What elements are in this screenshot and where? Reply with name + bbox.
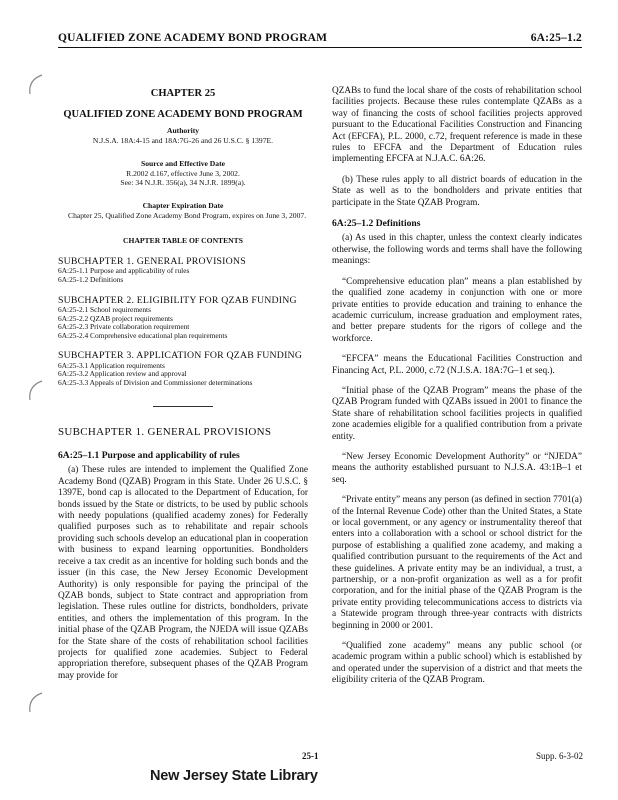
running-header <box>58 32 582 48</box>
paragraph-b: (b) These rules apply to all district boards of education in the State as well as to the bondholders and private entities that participate in the State QZAB Program. <box>332 174 582 208</box>
section-heading: 6A:25–1.2 Definitions <box>332 218 421 230</box>
toc-subchapter-3: SUBCHAPTER 3. APPLICATION FOR QZAB FUNDING <box>58 350 303 362</box>
chapter-title: QUALIFIED ZONE ACADEMY BOND PROGRAM <box>63 109 303 121</box>
left-column <box>58 86 308 691</box>
subchapter-heading: SUBCHAPTER 1. GENERAL PROVISIONS <box>58 425 272 438</box>
toc-item: 6A:25-3.2 Application review and approval <box>58 369 187 379</box>
section-heading: 6A:25–1.1 Purpose and applicability of rules <box>58 450 240 462</box>
definition: “Comprehensive education plan” means a plan established by the qualified zone academy in conjunction with one or more private entities to provide education and training to enhance the academic curriculum, increase graduation and employment rates, and better prepare students for the rigors of college and the workforce. <box>332 276 582 344</box>
punch-hole-mark <box>22 378 48 404</box>
toc-subchapter-2: SUBCHAPTER 2. ELIGIBILITY FOR QZAB FUNDING <box>58 294 297 306</box>
toc-heading: CHAPTER TABLE OF CONTENTS <box>123 235 243 245</box>
source-heading: Source and Effective Date <box>140 158 225 168</box>
header-title: QUALIFIED ZONE ACADEMY BOND PROGRAM <box>58 32 328 44</box>
toc-item: 6A:25-3.1 Application requirements <box>58 360 165 370</box>
toc-item: 6A:25-2.2 QZAB project requirements <box>58 313 173 323</box>
punch-hole-mark <box>22 72 48 98</box>
toc-subchapter-1: SUBCHAPTER 1. GENERAL PROVISIONS <box>58 256 246 268</box>
paragraph-a: (a) These rules are intended to implement the Qualified Zone Academy Bond (QZAB) Program in this State. Under 26 U.S.C. § 1397E, bond cap is allocated to the Department of Education, for bonds issued by the State or districts, to be used by public schools with needy populations (qualified academy zones) for Federally qualified purposes such as to rehabilitate and repair schools providing such schools develop an educational plan in cooperation with business to expand learning opportunities. Bondholders receive a tax credit as an incentive for holding such bonds and the issuer (in this case, the New Jersey Economic Development Authority) is only responsible for paying the principal of the QZAB bonds, subject to State contract and appropriation from legislation. These rules outline for districts, bondholders, private entities, and others the implementation of this program. In the initial phase of the QZAB Program, the NJEDA will issue QZABs for the State share of the costs of rehabilitation school facilities projects for qualified zone academies. Subject to Federal appropriation therefore, subsequent phases of the QZAB Program may provide for <box>58 465 308 681</box>
right-column <box>332 86 582 696</box>
punch-hole-mark <box>22 690 48 716</box>
toc-item: 6A:25-2.1 School requirements <box>58 305 151 315</box>
definition: “Private entity” means any person (as defined in section 7701(a) of the Internal Revenue Code) other than the United States, a State or local government, or any agency or instrumentality thereof that enters into a collaboration with a school or school district for the purpose of establishing a qualified zone academy, and making a qualified contribution pursuant to the requirements of the Act and these guidelines. A private entity may be an individual, a trust, a partnership, or a non-profit organization as well as a for profit corporation, and for the initial phase of the QZAB Program is the private entity providing telecommunications access to districts via a Statewide program through three-year contracts with districts beginning in 2000 or 2001. <box>332 495 582 631</box>
paragraph-continued: QZABs to fund the local share of the costs of rehabilitation school facilities projects. Because these rules contemplate QZABs as a way of financing the costs of school facilities projects approved pursuant to the Educational Facilities Construction and Financing Act (EFCFA), P.L. 2000, c.72, frequent reference is made in these rules to EFCFA and the Department of Education rules implementing EFCFA at N.J.A.C. 6A:26. <box>332 86 582 165</box>
source-line-1: R.2002 d.167, effective June 3, 2002. <box>126 169 240 179</box>
definitions-intro: (a) As used in this chapter, unless the context clearly indicates otherwise, the following words and terms shall have the following meanings: <box>332 233 582 267</box>
chapter-number: CHAPTER 25 <box>150 88 216 99</box>
expiration-text: Chapter 25, Qualified Zone Academy Bond Program, expires on June 3, 2007. <box>68 211 307 221</box>
definition: “EFCFA” means the Educational Facilities Construction and Financing Act, P.L. 2000, c.72 (N.J.S.A. 18A:7G–1 et seq.). <box>332 354 582 376</box>
supplement-date: Supp. 6-3-02 <box>536 751 583 761</box>
toc-item: 6A:25-2.4 Comprehensive educational plan requirements <box>58 330 228 340</box>
authority-text: N.J.S.A. 18A:4-15 and 18A:7G-26 and 26 U.S.C. § 1397E. <box>92 136 274 146</box>
toc-item: 6A:25-3.3 Appeals of Division and Commissioner determinations <box>58 378 253 388</box>
source-line-2: See: 34 N.J.R. 356(a), 34 N.J.R. 1899(a). <box>120 178 246 188</box>
expiration-heading: Chapter Expiration Date <box>142 200 224 210</box>
definition: “Qualified zone academy” means any public school (or academic program within a public school) which is established by and operated under the supervision of a district and that meets the eligibility criteria of the QZAB Program. <box>332 641 582 686</box>
toc-item: 6A:25-2.3 Private collaboration requirement <box>58 322 190 332</box>
toc-item: 6A:25-1.2 Definitions <box>58 275 124 285</box>
definition: “New Jersey Economic Development Authority” or “NJEDA” means the authority established pursuant to N.J.S.A. 43:1B–1 et seq. <box>332 451 582 485</box>
library-stamp: New Jersey State Library <box>150 768 318 784</box>
header-section: 6A:25–1.2 <box>530 32 582 44</box>
definition: “Initial phase of the QZAB Program” means the phase of the QZAB Program funded with QZABs issued in 2001 to finance the State share of rehabilitation school facilities projects in qualified zone academies eligible for a qualified contribution from a private entity. <box>332 385 582 442</box>
section-divider <box>153 406 213 407</box>
authority-heading: Authority <box>166 125 200 135</box>
page-number: 25-1 <box>302 751 319 761</box>
toc-item: 6A:25-1.1 Purpose and applicability of rules <box>58 266 190 276</box>
